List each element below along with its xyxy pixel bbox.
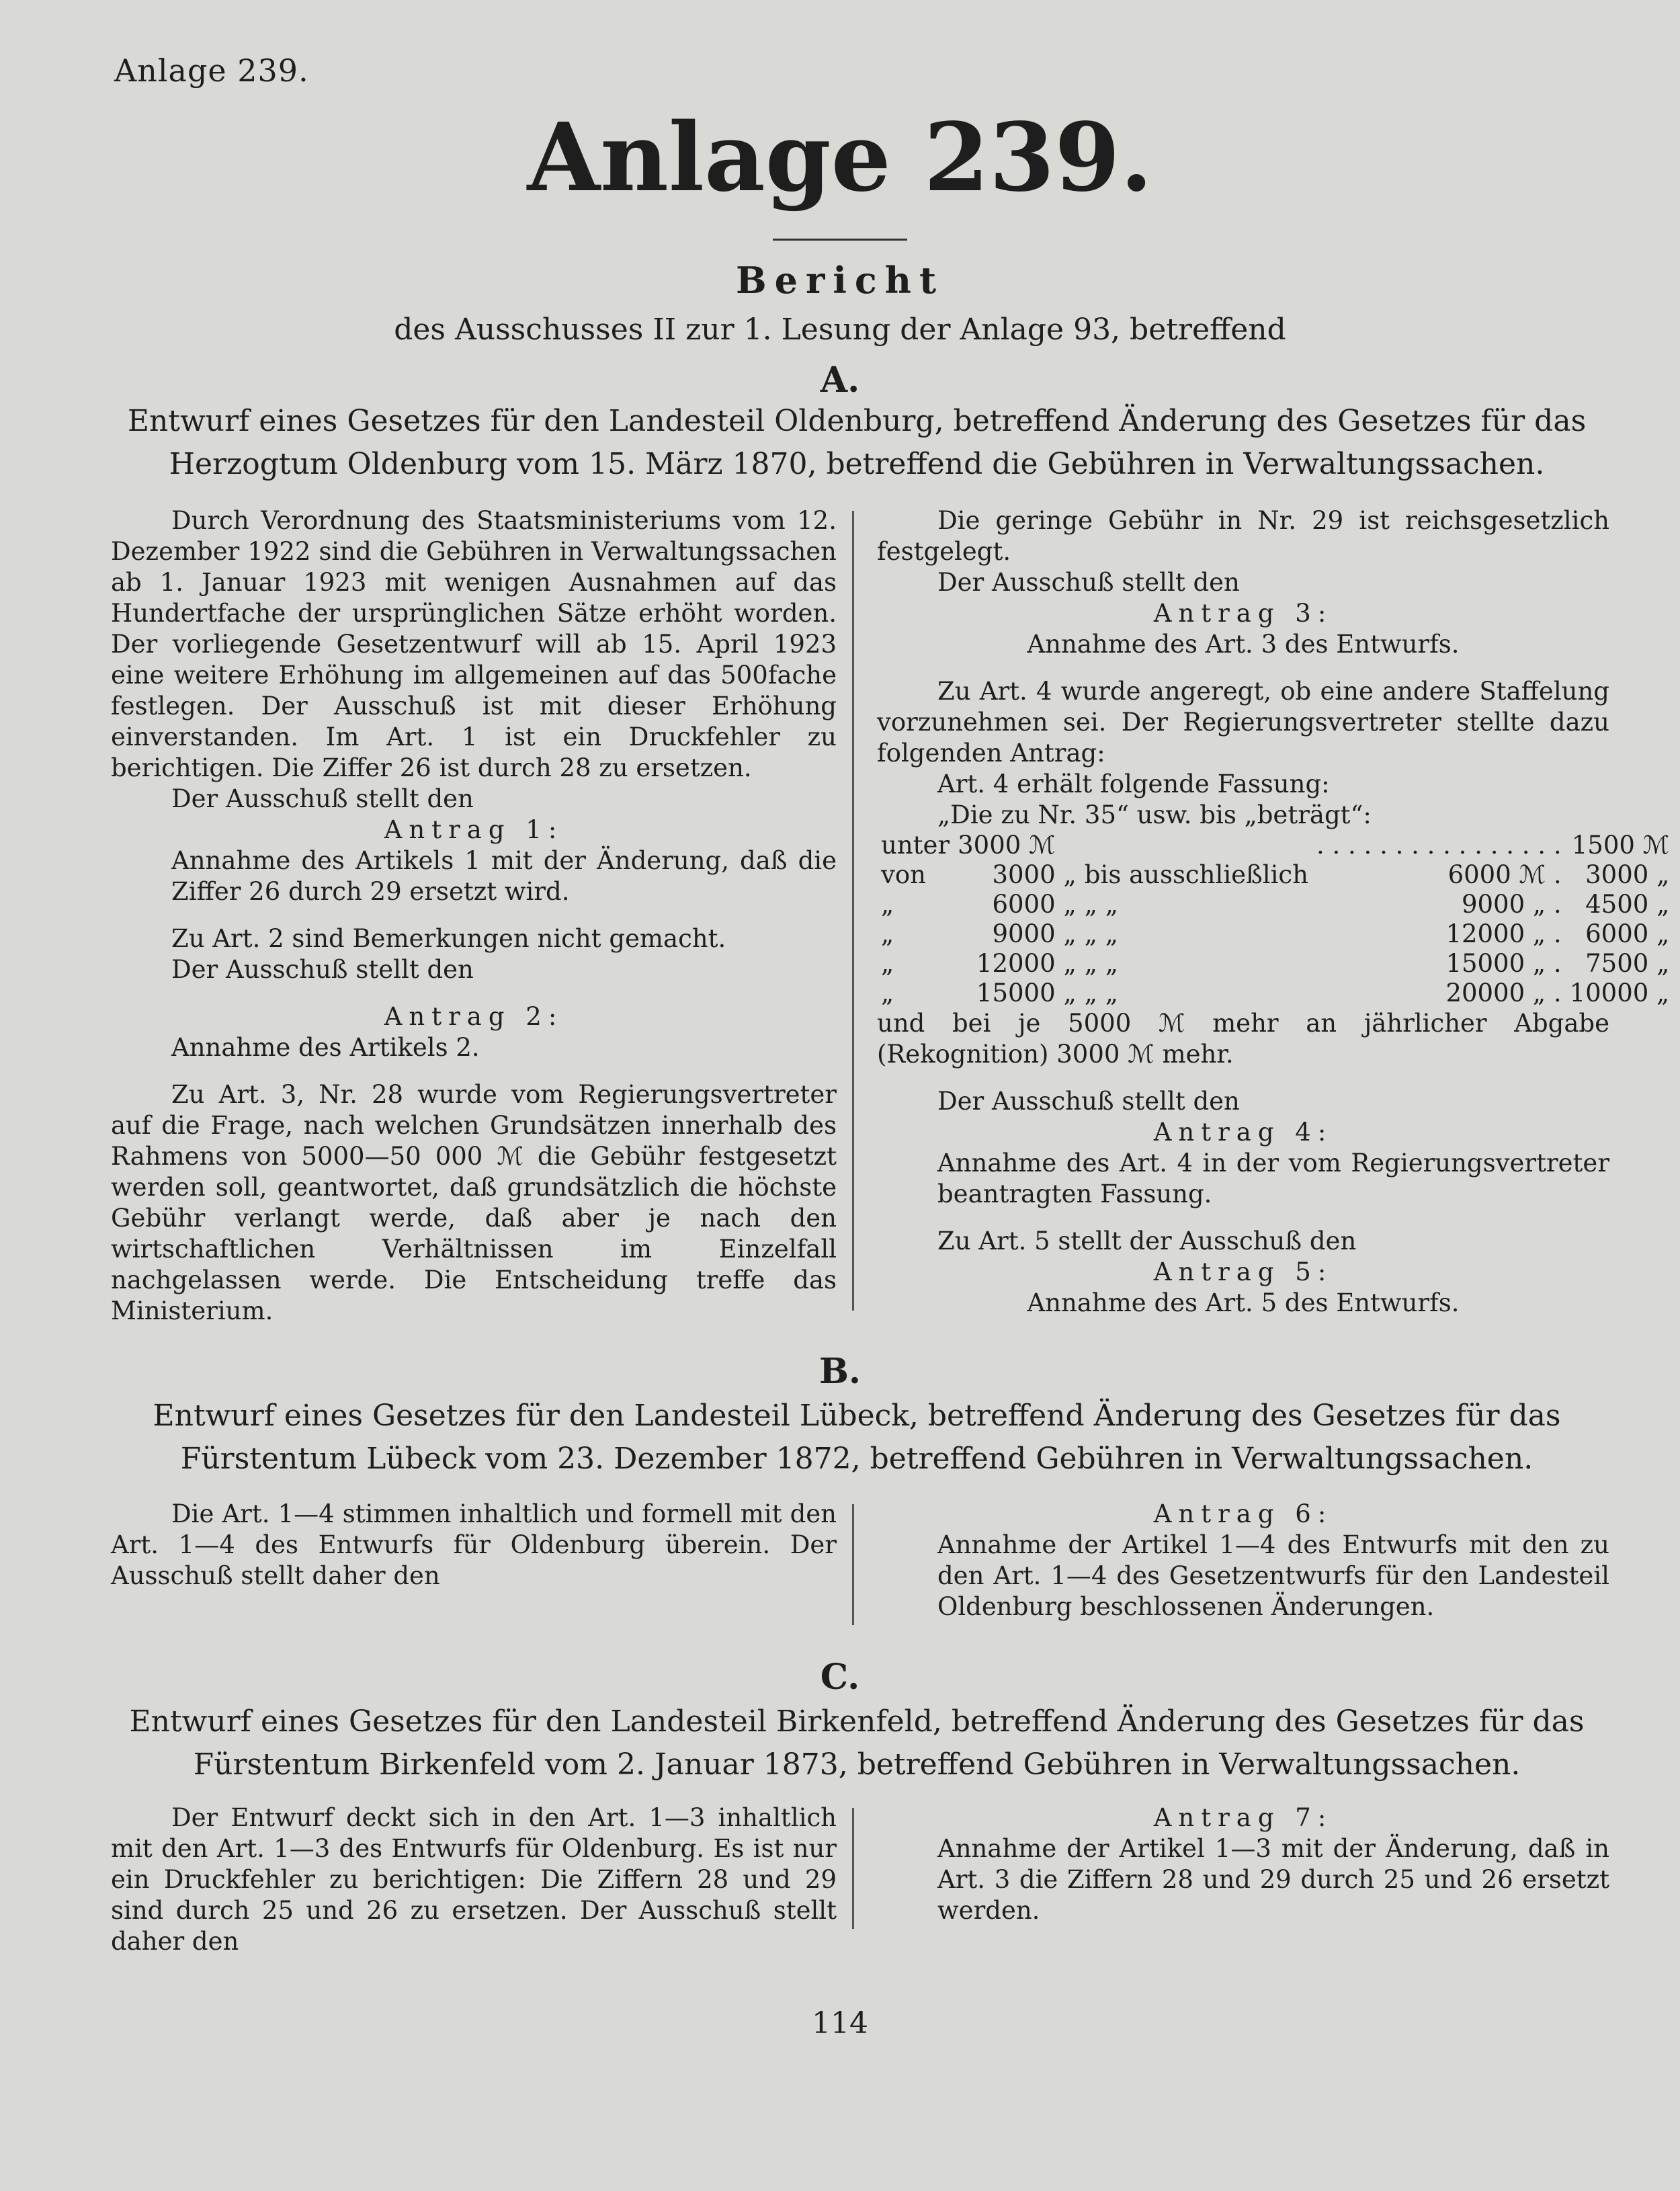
fee-table-cell: unter <box>881 831 950 860</box>
fee-table-cell: von <box>881 860 927 889</box>
paragraph: Durch Verordnung des Staatsministeriums vom 12. Dezember 1922 sind die Gebühren in Verwaltungssachen ab 1. Januar 1923 mit wenigen Ausnahmen auf das Hundertfache der ursprünglichen Sätze erhöht worden. Der vorliegende Gesetzentwurf will ab 15. April 1923 eine weitere Erhöhung im allgemeinen auf das 500fache festlegen. Der Ausschuß ist mit dieser Erhöhung einverstanden. Im Art. 1 ist ein Druckfehler zu berichtigen. Die Ziffer 26 ist durch 28 zu ersetzen. <box>111 506 837 782</box>
section-a-letter: A. <box>820 360 860 401</box>
section-c-title: Entwurf eines Gesetzes für den Landesteil Birkenfeld, betreffend Änderung des Gesetzes für das Fürstentum Birkenfeld vom 2. Januar 1873, betreffend Gebühren in Verwaltungssachen. <box>129 1704 1585 1782</box>
fee-table-cell: 3000 <box>992 860 1056 889</box>
fee-table-cell: 20000 „ . <box>1445 979 1562 1007</box>
section-b-letter: B. <box>818 1351 862 1392</box>
fee-table-row <box>877 860 1673 890</box>
fee-table-cell: 6000 „ <box>1585 919 1670 948</box>
fee-table-cell: „ <box>1063 890 1077 919</box>
fee-table-cell: 6000 <box>992 890 1056 919</box>
antrag-text: Annahme des Art. 4 in der vom Regierungsvertreter beantragten Fassung. <box>937 1149 1609 1208</box>
fee-table-cell: „ „ <box>1084 979 1118 1007</box>
paragraph: und bei je 5000 ℳ mehr an jährlicher Abgabe (Rekognition) 3000 ℳ mehr. <box>877 1009 1609 1069</box>
antrag-label: Antrag 3: <box>1153 599 1333 628</box>
fee-table-cell: „ „ <box>1084 919 1118 948</box>
paragraph: Der Entwurf deckt sich in den Art. 1—3 inhaltlich mit den Art. 1—3 des Entwurfs für Oldenburg. Es ist nur ein Druckfehler zu berichtigen: Die Ziffern 28 und 29 sind durch 25 und 26 zu ersetzen. Der Ausschuß stellt daher den <box>111 1803 837 1956</box>
fee-table-cell: „ <box>1063 919 1077 948</box>
paragraph: Zu Art. 3, Nr. 28 wurde vom Regierungsvertreter auf die Frage, nach welchen Grundsätzen innerhalb des Rahmens von 5000—50 000 ℳ die Gebühr festgesetzt werden soll, geantwortet, daß grundsätzlich die höchste Gebühr verlangt werde, daß aber je nach den wirtschaftlichen Verhältnissen im Einzelfall nachgelassen werde. Die Entscheidung treffe das Ministerium. <box>111 1080 837 1325</box>
fee-table-cell: „ <box>881 979 894 1007</box>
paragraph: Zu Art. 4 wurde angeregt, ob eine andere Staffelung vorzunehmen sei. Der Regierungsvertreter stellte dazu folgenden Antrag: <box>877 677 1609 768</box>
antrag-label: Antrag 4: <box>1153 1118 1333 1147</box>
fee-table-cell: 3000 ℳ <box>958 831 1056 860</box>
running-head: Anlage 239. <box>114 52 309 89</box>
fee-table-cell: 9000 <box>992 919 1056 948</box>
antrag-label: Antrag 7: <box>1153 1803 1333 1832</box>
section-a-left-column <box>111 505 837 1327</box>
fee-table-row <box>877 979 1673 1008</box>
section-a-right-column <box>877 505 1670 1319</box>
fee-table-cell <box>1060 831 1081 860</box>
antrag-text: Annahme der Artikel 1—3 mit der Änderung, daß in Art. 3 die Ziffern 28 und 29 durch 25 und 26 ersetzt werden. <box>937 1834 1609 1925</box>
fee-table-cell: 6000 ℳ . <box>1447 860 1562 889</box>
report-heading: Bericht <box>735 259 945 302</box>
antrag-text: Annahme der Artikel 1—4 des Entwurfs mit den zu den Art. 1—4 des Gesetzentwurfs für den Landesteil Oldenburg beschlossenen Änderungen. <box>937 1530 1609 1621</box>
fee-table-cell: „ <box>1063 860 1077 889</box>
antrag-label: Antrag 6: <box>1153 1499 1333 1528</box>
fee-table-cell: 7500 „ <box>1585 949 1670 978</box>
fee-table-cell: „ <box>881 919 894 948</box>
column-divider <box>852 1808 854 1929</box>
paragraph: Zu Art. 2 sind Bemerkungen nicht gemacht. <box>171 924 726 953</box>
column-divider <box>852 511 854 1311</box>
fee-table-row <box>877 919 1673 949</box>
fee-table-cell: 1500 ℳ <box>1571 831 1670 860</box>
fee-table-cell: 9000 „ . <box>1461 890 1562 919</box>
fee-table-cell: 12000 „ . <box>1445 919 1562 948</box>
antrag-label: Antrag 2: <box>384 1002 564 1031</box>
fee-table-row <box>877 831 1673 860</box>
antrag-label: Antrag 1: <box>384 815 564 844</box>
fee-table-cell: 10000 „ <box>1569 979 1670 1007</box>
antrag-text: Annahme des Art. 3 des Entwurfs. <box>1027 630 1460 659</box>
fee-table-cell: 15000 „ . <box>1445 949 1562 978</box>
paragraph: „Die zu Nr. 35“ usw. bis „beträgt“: <box>937 800 1372 829</box>
fee-table-row <box>877 949 1673 979</box>
antrag-label: Antrag 5: <box>1153 1257 1333 1286</box>
fee-table-cell: „ <box>1063 949 1077 978</box>
section-b-right-column <box>877 1499 1609 1622</box>
fee-table-cell: „ <box>1063 979 1077 1007</box>
section-c-left-column <box>111 1803 837 1957</box>
fee-table-cell <box>1081 831 1312 860</box>
section-c-right-column <box>877 1803 1609 1926</box>
fee-table-cell: bis ausschließlich <box>1084 860 1308 889</box>
page-number: 114 <box>812 2006 868 2040</box>
fee-table <box>877 831 1673 1008</box>
page-title: Anlage 239. <box>527 103 1153 213</box>
paragraph: Der Ausschuß stellt den <box>171 955 474 984</box>
fee-table-cell: 4500 „ <box>1585 890 1670 919</box>
paragraph: Art. 4 erhält folgende Fassung: <box>937 770 1330 798</box>
fee-table-cell: 3000 „ <box>1585 860 1670 889</box>
fee-table-cell: „ „ <box>1084 890 1118 919</box>
fee-table-cell: . . . . . . . . . . . . . . . . <box>1316 831 1562 860</box>
title-divider <box>773 239 907 241</box>
antrag-text: Annahme des Art. 5 des Entwurfs. <box>1027 1288 1460 1317</box>
section-c-letter: C. <box>820 1657 860 1698</box>
paragraph: Die Art. 1—4 stimmen inhaltlich und formell mit den Art. 1—4 des Entwurfs für Oldenburg überein. Der Ausschuß stellt daher den <box>111 1499 837 1590</box>
paragraph: Die geringe Gebühr in Nr. 29 ist reichsgesetzlich festgelegt. <box>877 506 1609 566</box>
section-b-left-column <box>111 1499 837 1591</box>
section-b-title: Entwurf eines Gesetzes für den Landesteil Lübeck, betreffend Änderung des Gesetzes für das Fürstentum Lübeck vom 23. Dezember 1872, betreffend Gebühren in Verwaltungssachen. <box>153 1399 1561 1476</box>
fee-table-cell: „ <box>881 890 894 919</box>
paragraph: Der Ausschuß stellt den <box>937 568 1240 597</box>
column-divider <box>852 1504 854 1625</box>
section-a-title: Entwurf eines Gesetzes für den Landesteil Oldenburg, betreffend Änderung des Gesetzes für das Herzogtum Oldenburg vom 15. März 1870, betreffend die Gebühren in Verwaltungssachen. <box>127 404 1587 481</box>
fee-table-cell: 12000 <box>976 949 1056 978</box>
paragraph: Der Ausschuß stellt den <box>171 784 474 813</box>
fee-table-cell: „ „ <box>1084 949 1118 978</box>
fee-table-cell: „ <box>881 949 894 978</box>
fee-table-row <box>877 890 1673 919</box>
antrag-text: Annahme des Artikels 2. <box>171 1033 480 1062</box>
fee-table-cell: 15000 <box>976 979 1056 1007</box>
paragraph: Der Ausschuß stellt den <box>937 1087 1240 1116</box>
antrag-text: Annahme des Artikels 1 mit der Änderung, daß die Ziffer 26 durch 29 ersetzt wird. <box>171 846 837 906</box>
report-subtitle: des Ausschusses II zur 1. Lesung der Anlage 93, betreffend <box>394 313 1286 347</box>
paragraph: Zu Art. 5 stellt der Ausschuß den <box>937 1227 1357 1255</box>
